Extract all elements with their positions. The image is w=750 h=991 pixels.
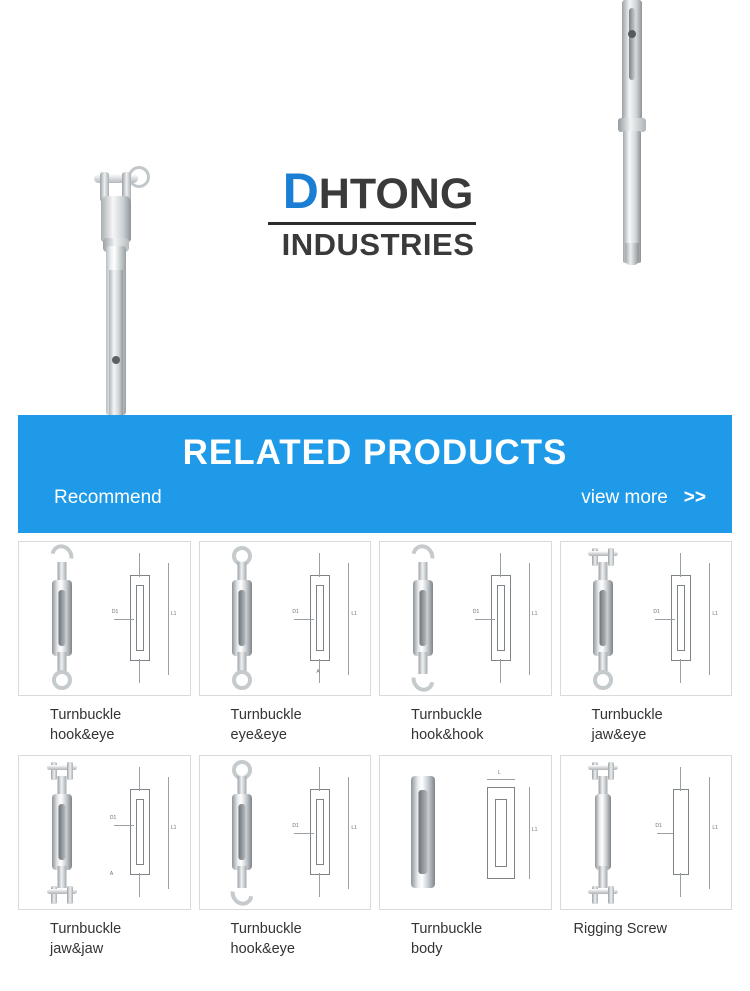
- product-name-line1: Turnbuckle: [50, 707, 122, 723]
- product-drawing: [285, 756, 370, 909]
- brand-initial: D: [282, 163, 319, 219]
- body-window: [239, 590, 246, 646]
- drawing-rod-top: [139, 553, 140, 577]
- product-name-line1: Turnbuckle: [230, 921, 302, 937]
- drawing-rod-bottom: [319, 873, 320, 897]
- product-thumbnail[interactable]: [379, 755, 552, 910]
- drawing-window: [316, 585, 324, 651]
- dimension-line-length: [709, 777, 710, 889]
- product-drawing: [104, 756, 189, 909]
- drawing-rod-bottom: [680, 659, 681, 683]
- product-caption: [379, 910, 552, 961]
- dimension-label-diameter: D1: [655, 822, 662, 829]
- dimension-label-diameter: D1: [292, 608, 299, 615]
- swage-slot: [629, 8, 635, 80]
- dimension-line-diameter: [114, 619, 134, 620]
- product-name-line2: jaw&jaw: [50, 941, 104, 957]
- product-card[interactable]: [379, 755, 552, 961]
- dimension-label-thread: A: [109, 870, 114, 877]
- product-name-line1: Turnbuckle: [50, 921, 122, 937]
- swage-collar: [618, 118, 646, 132]
- product-drawing: [646, 756, 731, 909]
- swage-stud-photo: [600, 0, 690, 270]
- dimension-line-diameter: [294, 833, 314, 834]
- product-card[interactable]: [199, 755, 372, 961]
- shank-hole: [112, 356, 120, 364]
- dimension-line-length: [168, 563, 169, 675]
- product-card[interactable]: [560, 541, 733, 747]
- dimension-label-length: L1: [170, 824, 177, 831]
- body-window: [419, 590, 426, 646]
- product-caption: [199, 696, 372, 747]
- hook-fitting-icon: [407, 663, 439, 695]
- product-name-line2: hook&eye: [50, 727, 115, 743]
- dimension-line-diameter: [294, 619, 314, 620]
- dimension-line-diameter: [475, 619, 495, 620]
- product-caption: [560, 696, 733, 747]
- dimension-label-length: L1: [712, 610, 718, 617]
- dimension-line-diameter: [657, 833, 673, 834]
- product-name-line1: Turnbuckle: [411, 707, 483, 723]
- recommend-label: Recommend: [54, 487, 162, 508]
- product-card[interactable]: [560, 755, 733, 961]
- drawing-rod-top: [680, 767, 681, 791]
- product-thumbnail[interactable]: [379, 541, 552, 696]
- body-window: [58, 590, 65, 646]
- dimension-line-diameter: [114, 825, 134, 826]
- product-name-line2: hook&hook: [411, 727, 484, 743]
- product-name-line2: hook&eye: [230, 941, 295, 957]
- product-name-line1: Turnbuckle: [591, 707, 663, 723]
- dimension-label-length: L1: [712, 824, 718, 831]
- dimension-line-length: [529, 787, 530, 879]
- product-name-line2: eye&eye: [230, 727, 287, 743]
- brand-subtitle: INDUSTRIES: [281, 227, 475, 262]
- dimension-line-length: [168, 777, 169, 889]
- jaw-fitting-icon: [592, 886, 614, 904]
- drawing-rod-bottom: [680, 873, 681, 897]
- swage-taper-end: [625, 243, 639, 265]
- drawing-window: [497, 585, 505, 651]
- view-more-label: view more: [581, 487, 668, 508]
- lower-rod: [57, 866, 66, 888]
- product-grid-row-1: [0, 533, 750, 747]
- drawing-rod-bottom: [139, 659, 140, 683]
- banner-title: RELATED PRODUCTS: [182, 433, 568, 472]
- jaw-body: [101, 196, 131, 242]
- product-caption: [199, 910, 372, 961]
- jaw-fitting-icon: [51, 886, 73, 904]
- body-window: [58, 804, 65, 860]
- brand-name-rest: HTONG: [318, 170, 474, 218]
- chevron-right-icon: >>: [683, 487, 706, 508]
- eye-fitting-icon: [232, 670, 252, 690]
- dimension-label-diameter: D1: [109, 814, 117, 821]
- swage-hole: [628, 30, 636, 38]
- hero-section: [0, 0, 750, 415]
- drawing-rod-top: [319, 767, 320, 791]
- brand-logo: [268, 163, 488, 262]
- drawing-window: [136, 585, 144, 651]
- drawing-rod-top: [500, 553, 501, 577]
- dimension-line-length: [709, 563, 710, 675]
- product-thumbnail[interactable]: [560, 541, 733, 696]
- drawing-window: [677, 585, 685, 651]
- eye-fitting-icon: [52, 670, 72, 690]
- dimension-label-diameter: D1: [472, 608, 480, 615]
- turnbuckle-body: [595, 794, 611, 870]
- dimension-line-length: [348, 777, 349, 889]
- product-card[interactable]: [199, 541, 372, 747]
- drawing-rod-top: [319, 553, 320, 577]
- product-grid-row-2: [0, 747, 750, 961]
- product-thumbnail[interactable]: [18, 541, 191, 696]
- brand-name: [268, 163, 488, 219]
- product-drawing: [465, 542, 550, 695]
- product-name-line2: body: [411, 941, 443, 957]
- product-thumbnail[interactable]: [18, 755, 191, 910]
- dimension-line-diameter: [655, 619, 675, 620]
- product-card[interactable]: [18, 541, 191, 747]
- jaw-swage-turnbuckle-photo: [60, 160, 180, 415]
- body-window: [239, 804, 246, 860]
- drawing-rod-bottom: [500, 659, 501, 683]
- dimension-label-width: L: [497, 769, 501, 776]
- product-caption: [18, 910, 191, 961]
- dimension-label-diameter: D1: [292, 822, 299, 829]
- body-window: [600, 590, 607, 646]
- dimension-label-length: L1: [351, 824, 357, 831]
- product-card[interactable]: [379, 541, 552, 747]
- product-drawing: [646, 542, 731, 695]
- dimension-label-diameter: D1: [111, 608, 119, 615]
- jaw-shank-inner: [109, 270, 123, 415]
- body-window: [418, 790, 427, 874]
- product-thumbnail[interactable]: [199, 541, 372, 696]
- product-card[interactable]: [18, 755, 191, 961]
- brand-divider: [268, 222, 476, 225]
- dimension-label-length: L1: [531, 826, 538, 833]
- drawing-body: [673, 789, 689, 875]
- product-caption: [560, 910, 733, 941]
- drawing-rod-top: [680, 553, 681, 577]
- view-more-button[interactable]: [581, 487, 714, 509]
- related-products-banner: [18, 415, 732, 533]
- eye-fitting-icon: [593, 670, 613, 690]
- product-name-line2: jaw&eye: [591, 727, 647, 743]
- product-drawing: [465, 756, 550, 909]
- product-thumbnail[interactable]: [560, 755, 733, 910]
- drawing-rod-top: [139, 767, 140, 791]
- dimension-label-length: L1: [351, 610, 357, 617]
- hook-fitting-icon: [226, 877, 258, 909]
- dimension-label-length: L1: [531, 610, 538, 617]
- drawing-rod-bottom: [139, 873, 140, 897]
- drawing-window: [316, 799, 324, 865]
- product-name-line1: Turnbuckle: [230, 707, 302, 723]
- drawing-window: [495, 799, 507, 867]
- dimension-line-length: [529, 563, 530, 675]
- product-drawing: [285, 542, 370, 695]
- dimension-line-width: [487, 779, 515, 780]
- drawing-window: [136, 799, 144, 865]
- product-caption: [18, 696, 191, 747]
- product-name-line1: Turnbuckle: [411, 921, 483, 937]
- banner-subrow: [18, 473, 732, 509]
- product-thumbnail[interactable]: [199, 755, 372, 910]
- dimension-line-length: [348, 563, 349, 675]
- product-drawing: [104, 542, 189, 695]
- lower-rod: [599, 866, 608, 888]
- dimension-label-thread: A: [316, 668, 320, 675]
- product-caption: [379, 696, 552, 747]
- product-name-line1: Rigging Screw: [573, 921, 667, 937]
- dimension-label-diameter: D1: [653, 608, 660, 615]
- dimension-label-length: L1: [170, 610, 177, 617]
